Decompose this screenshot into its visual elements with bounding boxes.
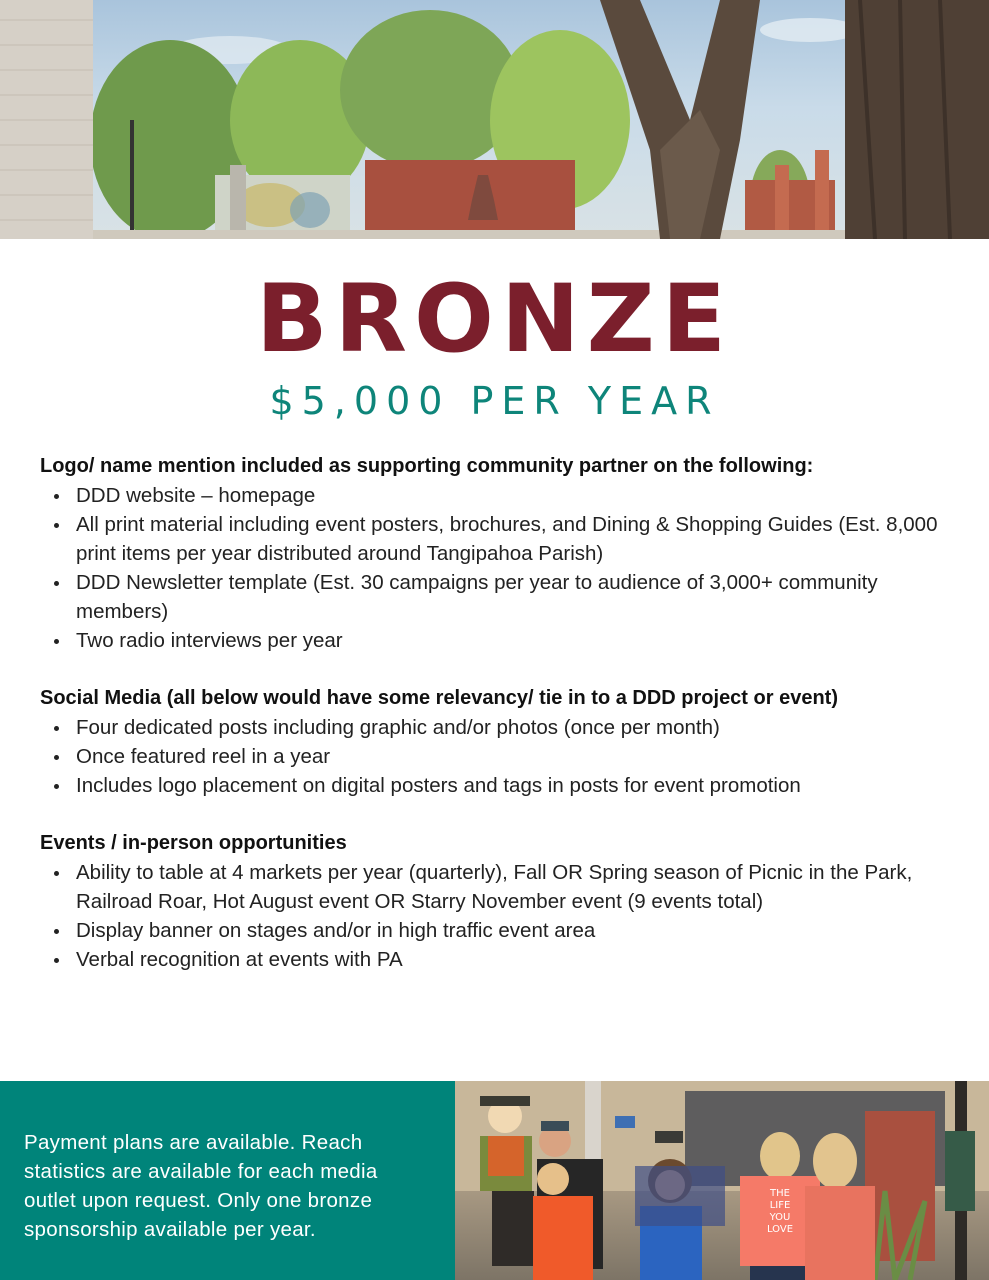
section-social-media: [40, 684, 960, 800]
list-item: Verbal recognition at events with PA: [40, 945, 960, 974]
section-events: [40, 829, 960, 974]
benefit-list: [40, 713, 960, 800]
list-item: Two radio interviews per year: [40, 626, 960, 655]
sponsorship-tier-title: BRONZE: [256, 265, 733, 374]
park-scene-image: [0, 0, 989, 239]
section-heading: Logo/ name mention included as supporting community partner on the following:: [40, 455, 814, 477]
benefit-list: [40, 858, 960, 974]
list-item: Once featured reel in a year: [40, 742, 960, 771]
svg-text:LOVE: LOVE: [766, 1224, 794, 1235]
section-logo-mention: [40, 452, 960, 655]
payment-note-panel: [0, 1081, 455, 1280]
shirt-text: THE: [770, 1188, 790, 1199]
payment-note-text: Payment plans are available. Reach statistics are available for each media outlet upon request. Only one bronze sponsorship available per year.: [24, 1131, 378, 1241]
list-item: Four dedicated posts including graphic and/or photos (once per month): [40, 713, 960, 742]
list-item: Display banner on stages and/or in high traffic event area: [40, 916, 960, 945]
list-item: DDD Newsletter template (Est. 30 campaigns per year to audience of 3,000+ community members): [40, 568, 960, 626]
svg-text:LIFE: LIFE: [769, 1200, 791, 1211]
svg-text:YOU: YOU: [769, 1212, 791, 1223]
list-item: Ability to table at 4 markets per year (quarterly), Fall OR Spring season of Picnic in the Park, Railroad Roar, Hot August event OR Starry November event (9 events total): [40, 858, 960, 916]
section-heading: Social Media (all below would have some relevancy/ tie in to a DDD project or event): [40, 687, 838, 709]
benefits-content: [40, 452, 960, 1003]
section-heading: Events / in-person opportunities: [40, 832, 347, 854]
list-item: All print material including event posters, brochures, and Dining & Shopping Guides (Est. 8,000 print items per year distributed around Tangipahoa Parish): [40, 510, 960, 568]
event-crowd-photo: [455, 1081, 989, 1280]
sponsorship-price: $5,000 PER YEAR: [269, 379, 720, 423]
list-item: DDD website – homepage: [40, 481, 960, 510]
benefit-list: [40, 481, 960, 655]
list-item: Includes logo placement on digital posters and tags in posts for event promotion: [40, 771, 960, 800]
hero-photo: [0, 0, 989, 239]
crowd-scene-image: [455, 1081, 989, 1280]
